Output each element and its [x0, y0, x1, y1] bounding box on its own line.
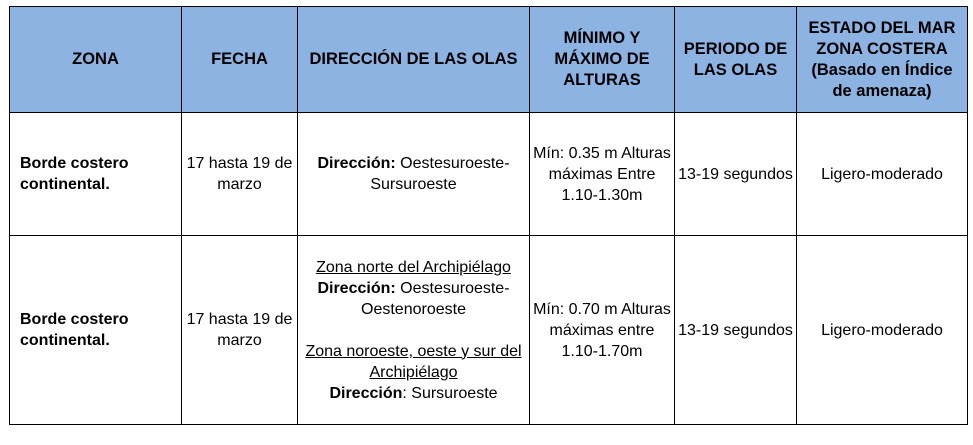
- cell-zona: Borde costero continental.: [10, 236, 182, 425]
- cell-estado: Ligero-moderado: [797, 113, 968, 236]
- cell-periodo: 13-19 segundos: [675, 113, 797, 236]
- spacer: [301, 320, 526, 341]
- direccion-value: Oestesuroeste-Oestenoroeste: [361, 279, 510, 318]
- direccion-value: Oestesuroeste-Sursuroeste: [370, 155, 510, 193]
- cell-alturas: Mín: 0.70 m Alturas máximas entre 1.10-1.70m: [530, 236, 675, 425]
- table-row: [10, 236, 968, 425]
- cell-direccion: [298, 113, 530, 236]
- header-estado: ESTADO DEL MAR ZONA COSTERA (Basado en Índice de amenaza): [797, 7, 968, 113]
- direccion-label: Dirección:: [317, 155, 396, 172]
- direccion-label: Dirección:: [317, 279, 396, 297]
- direccion-value: : Sursuroeste: [402, 384, 498, 402]
- zone-south-label: Zona noroeste, oeste y sur del Archipiélago: [305, 342, 522, 381]
- header-periodo: PERIODO DE LAS OLAS: [675, 7, 797, 113]
- table-row: [10, 113, 968, 236]
- direccion-label: Dirección: [329, 384, 403, 402]
- header-direccion: DIRECCIÓN DE LAS OLAS: [298, 7, 530, 113]
- direccion-line-b: [301, 383, 526, 404]
- forecast-table-wrapper: [9, 6, 968, 425]
- cell-periodo: 13-19 segundos: [675, 236, 797, 425]
- cell-direccion: [298, 236, 530, 425]
- zone-north-label: Zona norte del Archipiélago: [316, 258, 511, 276]
- header-row: [10, 7, 968, 113]
- wave-forecast-table: [9, 6, 968, 425]
- cell-estado: Ligero-moderado: [797, 236, 968, 425]
- header-fecha: FECHA: [182, 7, 298, 113]
- direccion-line-a: [301, 278, 526, 320]
- cell-fecha: 17 hasta 19 de marzo: [182, 236, 298, 425]
- cell-fecha: 17 hasta 19 de marzo: [182, 113, 298, 236]
- header-alturas: MÍNIMO Y MÁXIMO DE ALTURAS: [530, 7, 675, 113]
- cell-zona: Borde costero continental.: [10, 113, 182, 236]
- header-zona: ZONA: [10, 7, 182, 113]
- cell-alturas: Mín: 0.35 m Alturas máximas Entre 1.10-1.30m: [530, 113, 675, 236]
